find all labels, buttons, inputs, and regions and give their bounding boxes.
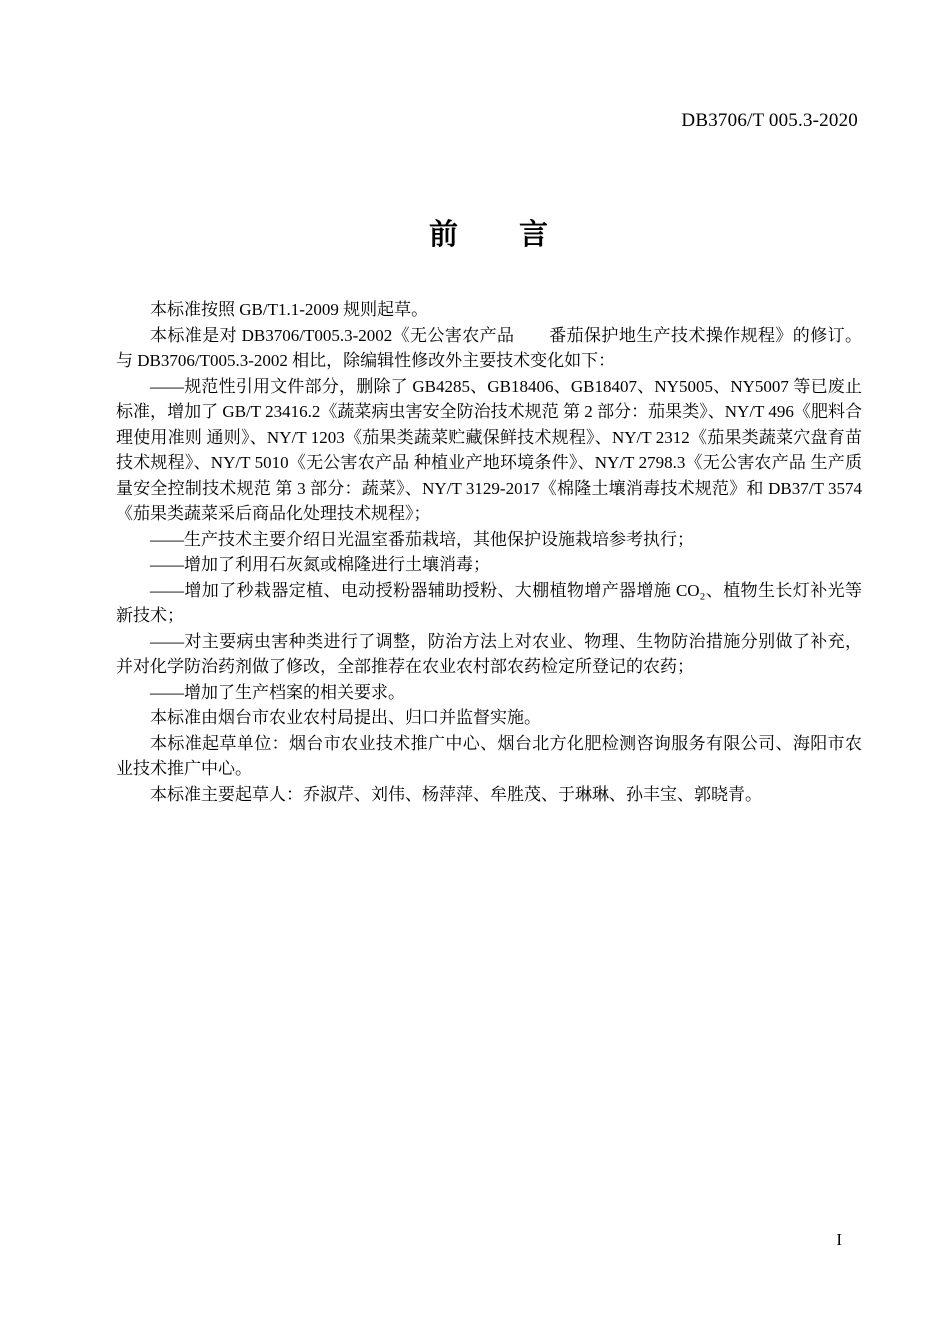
para-drafting-organizations: 本标准起草单位：烟台市农业技术推广中心、烟台北方化肥检测咨询服务有限公司、海阳市农业技术推广中心。 (116, 733, 862, 778)
para-new-techniques-addition: ——增加了秒栽器定植、电动授粉器辅助授粉、大棚植物增产器增施 CO₂、植物生长灯补光等新技术； (116, 580, 862, 625)
para-pest-control-adjustment: ——对主要病虫害种类进行了调整，防治方法上对农业、物理、生物防治措施分别做了补充，并对化学防治药剂做了修改，全部推荐在农业农村部农药检定所登记的农药； (116, 631, 862, 676)
para-normative-references-change: ——规范性引用文件部分，删除了 GB4285、GB18406、GB18407、NY5005、NY5007 等已废止标准，增加了 GB/T 23416.2《蔬菜病虫害安全防治技术规范 第 2 部分：茄果类》、NY/T 496《肥料合理使用准则 通则》、NY/T 1203《茄果类蔬菜贮藏保鲜技术规程》、NY/T 2312《茄果类蔬菜穴盘育苗技术规程》、NY/T 5010《无公害农产品 种植业产地环境条件》、NY/T 2798.3《无公害农产品 生产质量安全控制技术规范 第 3 部分：蔬菜》、NY/T 3129-2017《棉隆土壤消毒技术规范》和 DB37/T 3574《茄果类蔬菜采后商品化处理技术规程》； (116, 376, 862, 523)
page-title: 前 言 (428, 219, 549, 251)
para-production-records-addition: ——增加了生产档案的相关要求。 (150, 682, 405, 702)
document-body (116, 297, 862, 807)
para-production-technique-scope: ——生产技术主要介绍日光温室番茄栽培，其他保护设施栽培参考执行； (150, 529, 694, 549)
para-proposed-by: 本标准由烟台市农业农村局提出、归口并监督实施。 (150, 708, 541, 727)
standard-code: DB3706/T 005.3-2020 (681, 110, 858, 131)
para-soil-disinfection-addition: ——增加了利用石灰氮或棉隆进行土壤消毒； (150, 555, 490, 574)
page-number: I (836, 1230, 842, 1249)
para-chief-drafters: 本标准主要起草人：乔淑芹、刘伟、杨萍萍、牟胜茂、于琳琳、孙丰宝、郭晓青。 (150, 784, 762, 804)
para-revision-statement: 本标准是对 DB3706/T005.3-2002《无公害农产品 番茄保护地生产技术操作规程》的修订。与 DB3706/T005.3-2002 相比，除编辑性修改外主要技术变化如下： (116, 325, 862, 370)
para-drafting-basis: 本标准按照 GB/T1.1-2009 规则起草。 (150, 300, 429, 319)
